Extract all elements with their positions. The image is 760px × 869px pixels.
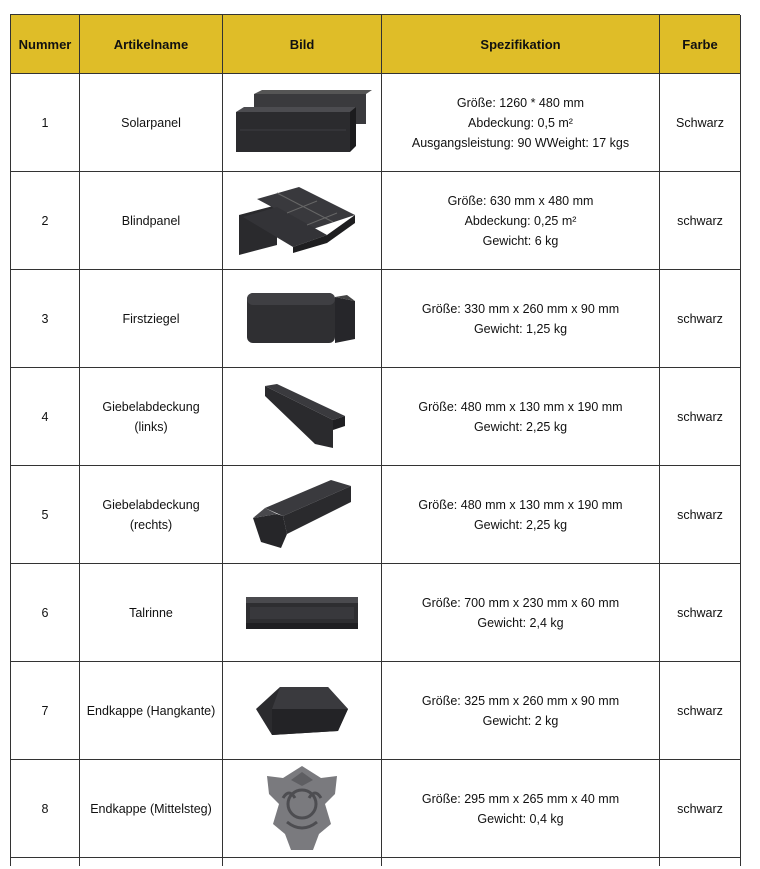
cell-bild: [223, 662, 382, 760]
cell-nummer: 4: [11, 368, 80, 466]
cell-farbe: schwarz: [660, 564, 741, 662]
header-bild: Bild: [223, 15, 382, 74]
cell-farbe: schwarz: [660, 760, 741, 858]
cell-spezifikation: [382, 466, 660, 564]
header-nummer: Nummer: [11, 15, 80, 74]
artikelname-line: (rechts): [129, 517, 173, 532]
cell-bild: [223, 760, 382, 858]
cell-artikelname: [80, 74, 223, 172]
cell-artikelname: [80, 172, 223, 270]
spec-line: Gewicht: 2,25 kg: [473, 419, 568, 434]
cell-artikelname: [80, 270, 223, 368]
cell-bild: [223, 270, 382, 368]
spec-line: Abdeckung: 0,5 m²: [468, 115, 573, 130]
artikelname-line: Blindpanel: [121, 213, 181, 228]
header-spezifikation: Spezifikation: [382, 15, 660, 74]
spec-line: Größe: 630 mm x 480 mm: [447, 193, 594, 208]
cell-bild: [223, 564, 382, 662]
artikelname-line: Endkappe (Hangkante): [86, 703, 216, 718]
cell-farbe: Schwarz: [660, 74, 741, 172]
cell-nummer: 6: [11, 564, 80, 662]
cell-artikelname: [80, 662, 223, 760]
cell-nummer: 1: [11, 74, 80, 172]
spec-line: Gewicht: 2,25 kg: [473, 517, 568, 532]
end-cap-hip-icon: [252, 681, 352, 741]
cell-nummer: 3: [11, 270, 80, 368]
cell-spezifikation: [382, 270, 660, 368]
spec-line: Ausgangsleistung: 90 WWeight: 17 kgs: [411, 135, 630, 150]
table-row: [10, 172, 740, 270]
cell-nummer: 5: [11, 466, 80, 564]
cell-farbe: schwarz: [660, 368, 741, 466]
spec-line: Größe: 700 mm x 230 mm x 60 mm: [421, 595, 620, 610]
spec-line: Größe: 325 mm x 260 mm x 90 mm: [421, 693, 620, 708]
cell-artikelname: [80, 466, 223, 564]
gable-cover-right-icon: [247, 478, 357, 552]
cell-artikelname: [80, 368, 223, 466]
cell-spezifikation: [382, 564, 660, 662]
spec-line: Größe: 480 mm x 130 mm x 190 mm: [418, 399, 623, 414]
artikelname-line: Talrinne: [129, 605, 173, 620]
table-row: [10, 74, 740, 172]
cell-bild: [223, 368, 382, 466]
table-row: [10, 270, 740, 368]
spec-line: Größe: 480 mm x 130 mm x 190 mm: [418, 497, 623, 512]
artikelname-line: Solarpanel: [121, 115, 181, 130]
product-table: [10, 14, 740, 866]
header-artikelname: Artikelname: [80, 15, 223, 74]
spec-line: Gewicht: 0,4 kg: [477, 811, 564, 826]
cell-bild: [223, 74, 382, 172]
solar-panel-icon: [232, 90, 372, 156]
cell-spezifikation: [382, 662, 660, 760]
artikelname-line: Giebelabdeckung: [102, 497, 200, 512]
blind-panel-icon: [237, 185, 367, 257]
spec-line: Gewicht: 2 kg: [482, 713, 559, 728]
cell-spezifikation: [382, 74, 660, 172]
cell-farbe: schwarz: [660, 270, 741, 368]
table-continuation: [10, 858, 740, 866]
artikelname-line: Endkappe (Mittelsteg): [90, 801, 212, 816]
cell-nummer: 7: [11, 662, 80, 760]
cell-bild: [223, 172, 382, 270]
cell-nummer: 2: [11, 172, 80, 270]
artikelname-line: Firstziegel: [122, 311, 180, 326]
spec-line: Gewicht: 6 kg: [482, 233, 559, 248]
cell-farbe: schwarz: [660, 662, 741, 760]
artikelname-line: Giebelabdeckung: [102, 399, 200, 414]
cell-artikelname: [80, 564, 223, 662]
table-header-row: [10, 14, 740, 74]
cell-spezifikation: [382, 172, 660, 270]
spec-line: Größe: 330 mm x 260 mm x 90 mm: [421, 301, 620, 316]
table-row: [10, 760, 740, 858]
table-row: [10, 564, 740, 662]
table-row: [10, 662, 740, 760]
spec-line: Größe: 1260 * 480 mm: [456, 95, 585, 110]
spec-line: Gewicht: 2,4 kg: [477, 615, 564, 630]
cell-spezifikation: [382, 760, 660, 858]
ridge-tile-icon: [243, 287, 361, 351]
artikelname-line: (links): [134, 419, 168, 434]
table-row: [10, 466, 740, 564]
table-row: [10, 368, 740, 466]
spec-line: Abdeckung: 0,25 m²: [464, 213, 577, 228]
header-farbe: Farbe: [660, 15, 741, 74]
cell-farbe: schwarz: [660, 466, 741, 564]
cell-farbe: schwarz: [660, 172, 741, 270]
valley-gutter-icon: [244, 593, 360, 633]
cell-artikelname: [80, 760, 223, 858]
spec-line: Größe: 295 mm x 265 mm x 40 mm: [421, 791, 620, 806]
cell-nummer: 8: [11, 760, 80, 858]
gable-cover-left-icon: [255, 382, 349, 452]
cell-bild: [223, 466, 382, 564]
spec-line: Gewicht: 1,25 kg: [473, 321, 568, 336]
cell-spezifikation: [382, 368, 660, 466]
end-cap-ridge-icon: [261, 764, 343, 854]
